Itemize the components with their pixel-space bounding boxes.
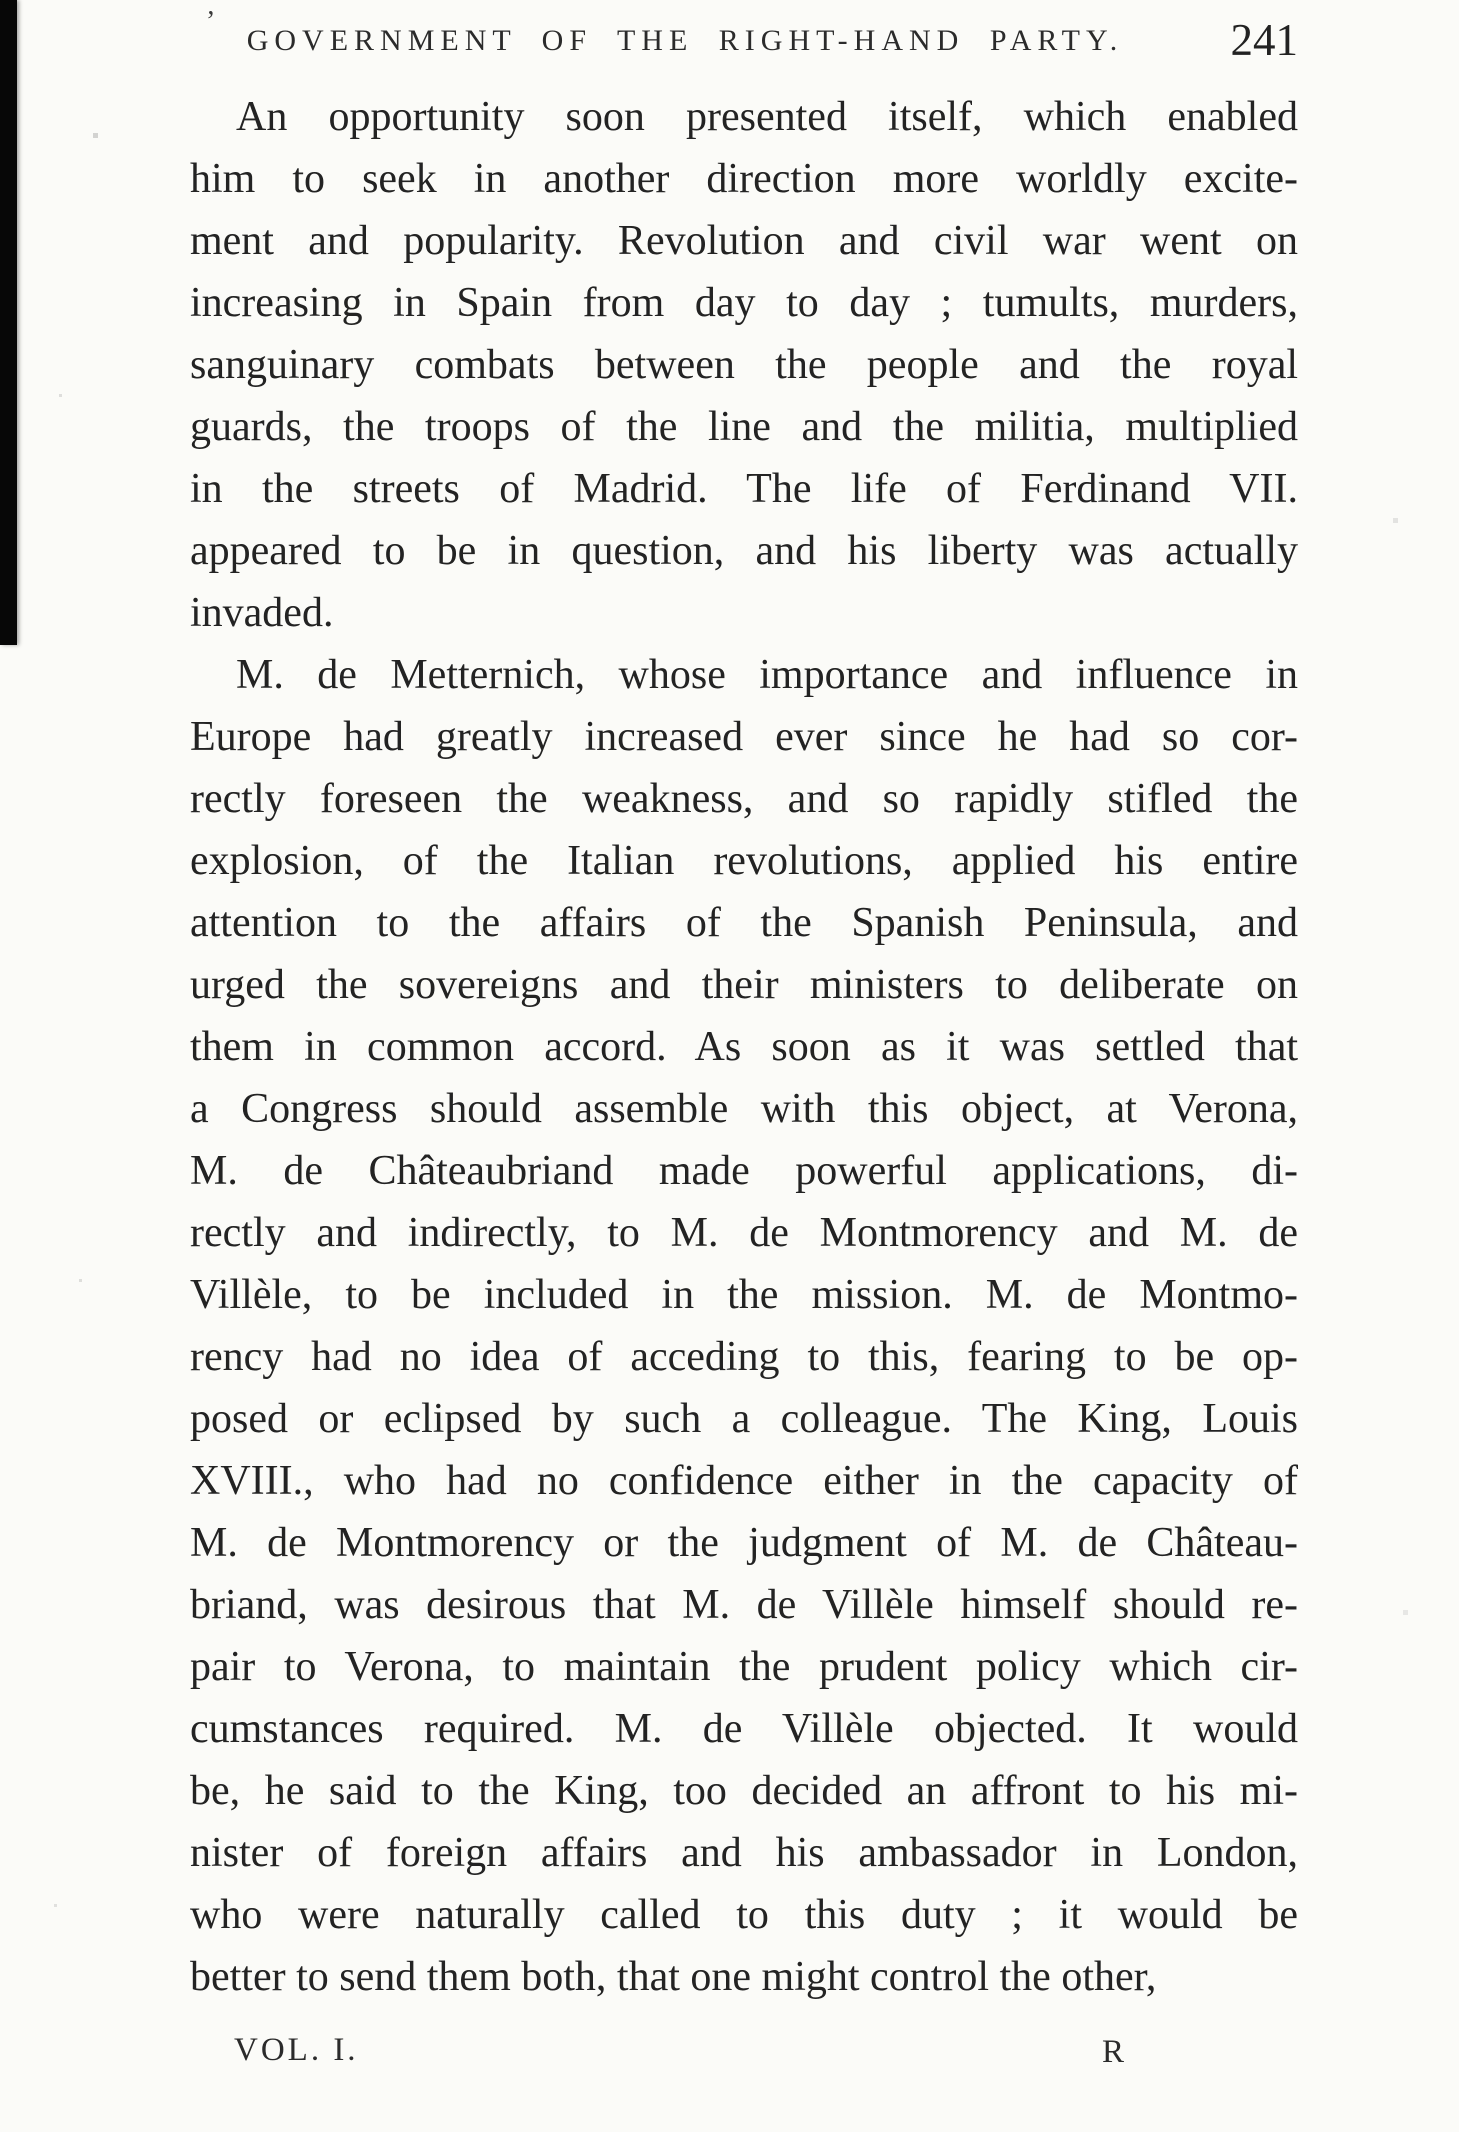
text-line: sanguinary combats between the people and the royal bbox=[190, 342, 1298, 388]
paragraph bbox=[190, 86, 1298, 644]
text-line: M. de Metternich, whose importance and influence in bbox=[236, 652, 1298, 698]
text-line: attention to the affairs of the Spanish Peninsula, and bbox=[190, 900, 1298, 946]
text-line: be, he said to the King, too decided an affront to his mi- bbox=[190, 1768, 1298, 1814]
text-line: explosion, of the Italian revolutions, applied his entire bbox=[190, 838, 1298, 884]
text-line: ment and popularity. Revolution and civil war went on bbox=[190, 218, 1298, 264]
text-line: cumstances required. M. de Villèle objected. It would bbox=[190, 1706, 1298, 1752]
text-line: nister of foreign affairs and his ambassador in London, bbox=[190, 1830, 1298, 1876]
text-line: in the streets of Madrid. The life of Ferdinand VII. bbox=[190, 466, 1298, 512]
page-number: 241 bbox=[1230, 15, 1298, 65]
page-header bbox=[190, 6, 1300, 74]
text-line: invaded. bbox=[190, 590, 334, 636]
volume-label: VOL. I. bbox=[234, 2032, 359, 2068]
text-line: him to seek in another direction more worldly excite- bbox=[190, 156, 1298, 202]
text-line: better to send them both, that one might control the other, bbox=[190, 1954, 1157, 2000]
text-line: posed or eclipsed by such a colleague. The King, Louis bbox=[190, 1396, 1298, 1442]
text-line: who were naturally called to this duty ; it would be bbox=[190, 1892, 1298, 1938]
scan-speckles bbox=[0, 0, 1, 1]
text-line: An opportunity soon presented itself, which enabled bbox=[236, 94, 1298, 140]
paragraph bbox=[190, 644, 1298, 2008]
text-line: Europe had greatly increased ever since he had so cor- bbox=[190, 714, 1298, 760]
text-line: them in common accord. As soon as it was settled that bbox=[190, 1024, 1298, 1070]
text-line: increasing in Spain from day to day ; tumults, murders, bbox=[190, 280, 1298, 326]
signature-mark: R bbox=[1102, 2034, 1126, 2070]
running-head-title: GOVERNMENT OF THE RIGHT-HAND PARTY. bbox=[246, 24, 1124, 57]
body-text bbox=[190, 86, 1298, 2008]
text-line: briand, was desirous that M. de Villèle himself should re- bbox=[190, 1582, 1298, 1628]
text-line: pair to Verona, to maintain the prudent policy which cir- bbox=[190, 1644, 1298, 1690]
text-line: XVIII., who had no confidence either in the capacity of bbox=[190, 1458, 1298, 1504]
text-line: rency had no idea of acceding to this, fearing to be op- bbox=[190, 1334, 1298, 1380]
stray-ink-mark: ʼ bbox=[206, 6, 216, 37]
text-line: guards, the troops of the line and the militia, multiplied bbox=[190, 404, 1298, 450]
text-line: rectly and indirectly, to M. de Montmorency and M. de bbox=[190, 1210, 1298, 1256]
text-line: appeared to be in question, and his liberty was actually bbox=[190, 528, 1298, 574]
text-line: rectly foreseen the weakness, and so rapidly stifled the bbox=[190, 776, 1298, 822]
page-footer bbox=[190, 2032, 1298, 2092]
text-line: urged the sovereigns and their ministers to deliberate on bbox=[190, 962, 1298, 1008]
scan-artifact-bar bbox=[0, 0, 17, 645]
text-line: Villèle, to be included in the mission. M. de Montmo- bbox=[190, 1272, 1298, 1318]
text-line: a Congress should assemble with this object, at Verona, bbox=[190, 1086, 1298, 1132]
text-line: M. de Châteaubriand made powerful applications, di- bbox=[190, 1148, 1298, 1194]
text-line: M. de Montmorency or the judgment of M. de Château- bbox=[190, 1520, 1298, 1566]
